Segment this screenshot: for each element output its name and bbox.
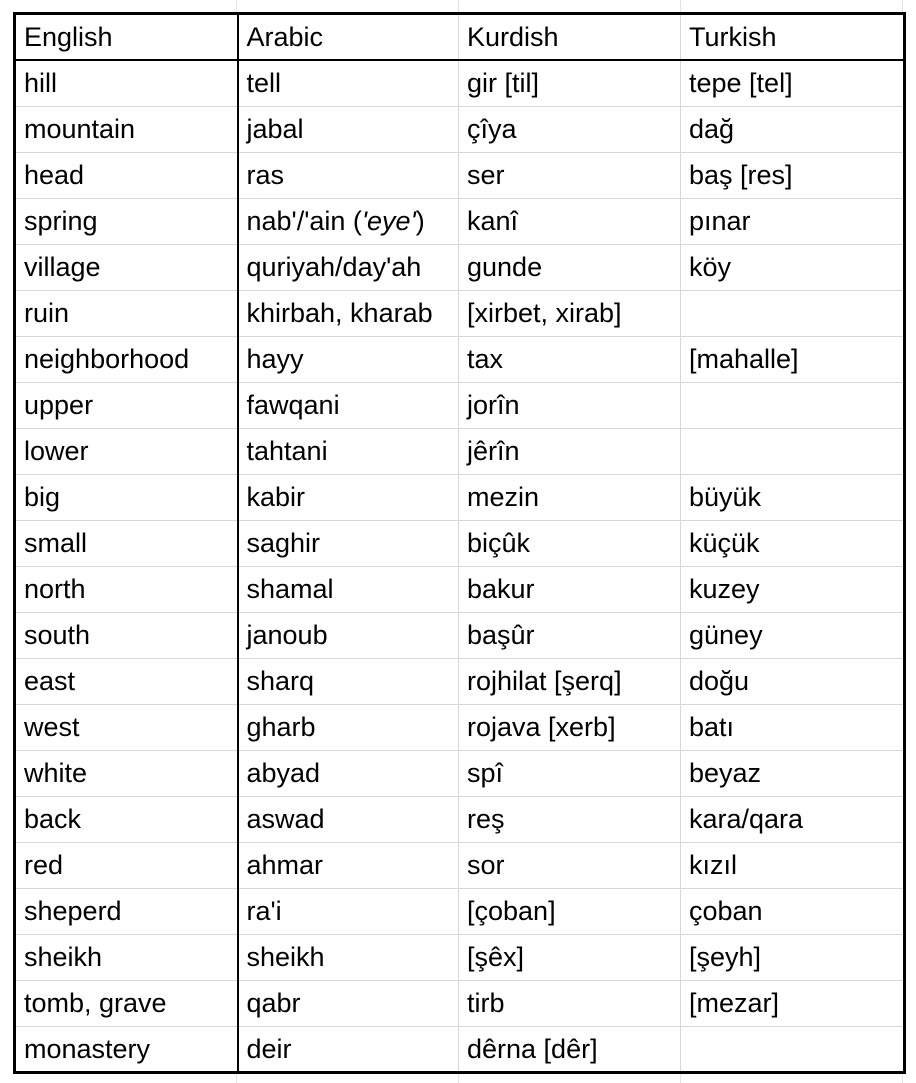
cell-arabic[interactable]: abyad [238, 751, 459, 797]
header-arabic[interactable]: Arabic [238, 14, 459, 61]
cell-turkish[interactable]: dağ [681, 107, 905, 153]
cell-arabic[interactable]: shamal [238, 567, 459, 613]
table-row [15, 567, 905, 613]
cell-turkish[interactable] [681, 383, 905, 429]
cell-english[interactable]: back [15, 797, 238, 843]
cell-turkish[interactable]: doğu [681, 659, 905, 705]
cell-arabic[interactable] [238, 199, 459, 245]
table-row [15, 705, 905, 751]
cell-turkish[interactable]: kuzey [681, 567, 905, 613]
cell-arabic[interactable]: tell [238, 60, 459, 107]
cell-kurdish[interactable]: [şêx] [459, 935, 681, 981]
cell-english[interactable]: neighborhood [15, 337, 238, 383]
cell-english[interactable]: lower [15, 429, 238, 475]
cell-kurdish[interactable]: [çoban] [459, 889, 681, 935]
cell-english[interactable]: white [15, 751, 238, 797]
cell-turkish[interactable] [681, 429, 905, 475]
cell-kurdish[interactable]: ser [459, 153, 681, 199]
cell-turkish[interactable]: beyaz [681, 751, 905, 797]
table-row [15, 843, 905, 889]
cell-arabic[interactable]: qabr [238, 981, 459, 1027]
header-kurdish[interactable]: Kurdish [459, 14, 681, 61]
header-turkish[interactable]: Turkish [681, 14, 905, 61]
cell-arabic[interactable]: deir [238, 1027, 459, 1073]
cell-english[interactable]: hill [15, 60, 238, 107]
table-row [15, 245, 905, 291]
header-row [15, 14, 905, 61]
cell-kurdish[interactable]: jêrîn [459, 429, 681, 475]
cell-arabic[interactable]: ras [238, 153, 459, 199]
cell-turkish[interactable]: [mezar] [681, 981, 905, 1027]
table-row [15, 659, 905, 705]
table-row [15, 751, 905, 797]
cell-english[interactable]: small [15, 521, 238, 567]
cell-kurdish[interactable]: gir [til] [459, 60, 681, 107]
cell-turkish[interactable]: köy [681, 245, 905, 291]
cell-english[interactable]: tomb, grave [15, 981, 238, 1027]
cell-arabic[interactable]: sheikh [238, 935, 459, 981]
cell-arabic[interactable]: sharq [238, 659, 459, 705]
cell-english[interactable]: north [15, 567, 238, 613]
cell-english[interactable]: big [15, 475, 238, 521]
vocabulary-table [13, 12, 906, 1074]
cell-kurdish[interactable]: tax [459, 337, 681, 383]
cell-turkish[interactable] [681, 291, 905, 337]
cell-turkish[interactable]: küçük [681, 521, 905, 567]
table-row [15, 521, 905, 567]
cell-turkish[interactable]: [mahalle] [681, 337, 905, 383]
cell-english[interactable]: east [15, 659, 238, 705]
cell-kurdish[interactable]: mezin [459, 475, 681, 521]
cell-kurdish[interactable]: biçûk [459, 521, 681, 567]
cell-arabic[interactable]: janoub [238, 613, 459, 659]
cell-turkish[interactable] [681, 1027, 905, 1073]
cell-kurdish[interactable]: spî [459, 751, 681, 797]
cell-arabic[interactable]: hayy [238, 337, 459, 383]
table-row [15, 199, 905, 245]
header-english[interactable]: English [15, 14, 238, 61]
table-row [15, 383, 905, 429]
cell-kurdish[interactable]: rojhilat [şerq] [459, 659, 681, 705]
cell-english[interactable]: monastery [24, 1033, 151, 1064]
cell-english[interactable]: village [15, 245, 238, 291]
table-row [15, 889, 905, 935]
cell-turkish[interactable]: pınar [681, 199, 905, 245]
cell-kurdish[interactable]: dêrna [dêr] [459, 1027, 681, 1073]
cell-text: ) [415, 206, 425, 236]
cell-turkish[interactable]: batı [681, 705, 905, 751]
cell-arabic[interactable]: tahtani [238, 429, 459, 475]
cell-text: nab'/'ain ( [246, 206, 362, 236]
cell-english[interactable]: sheikh [15, 935, 238, 981]
cell-kurdish[interactable]: rojava [xerb] [459, 705, 681, 751]
cell-turkish[interactable]: kızıl [681, 843, 905, 889]
cell-arabic[interactable]: ahmar [238, 843, 459, 889]
table-row [15, 1027, 905, 1073]
cell-english[interactable]: ruin [15, 291, 238, 337]
table-row [15, 429, 905, 475]
cell-kurdish[interactable]: kanî [459, 199, 681, 245]
table-row [15, 475, 905, 521]
table-row [15, 153, 905, 199]
cell-english[interactable]: sheperd [15, 889, 238, 935]
cell-english[interactable]: head [15, 153, 238, 199]
table-row [15, 797, 905, 843]
cell-english[interactable]: red [15, 843, 238, 889]
table-row [15, 60, 905, 107]
table-row [15, 291, 905, 337]
cell-kurdish[interactable]: jorîn [459, 383, 681, 429]
table-body [15, 60, 905, 1073]
cell-kurdish[interactable]: başûr [459, 613, 681, 659]
cell-turkish[interactable]: [şeyh] [681, 935, 905, 981]
table-row [15, 935, 905, 981]
cell-kurdish[interactable]: bakur [459, 567, 681, 613]
cell-kurdish[interactable]: gunde [459, 245, 681, 291]
cell-arabic[interactable]: ra'i [238, 889, 459, 935]
cell-kurdish[interactable]: reş [459, 797, 681, 843]
cell-arabic[interactable]: saghir [238, 521, 459, 567]
cell-arabic[interactable]: aswad [238, 797, 459, 843]
cell-arabic[interactable]: quriyah/day'ah [238, 245, 459, 291]
cell-text-italic: 'eye' [361, 206, 416, 236]
cell-arabic[interactable]: khirbah, kharab [238, 291, 459, 337]
cell-turkish[interactable]: tepe [tel] [681, 60, 905, 107]
cell-english[interactable]: mountain [15, 107, 238, 153]
cell-kurdish[interactable]: tirb [459, 981, 681, 1027]
cell-turkish[interactable]: baş [res] [681, 153, 905, 199]
cell-arabic[interactable]: gharb [238, 705, 459, 751]
cell-english[interactable]: west [15, 705, 238, 751]
cell-english[interactable]: south [15, 613, 238, 659]
table-row [15, 981, 905, 1027]
table-row [15, 107, 905, 153]
cell-turkish[interactable]: kara/qara [681, 797, 905, 843]
cell-kurdish[interactable]: [xirbet, xirab] [459, 291, 681, 337]
cell-turkish[interactable]: büyük [681, 475, 905, 521]
cell-turkish[interactable]: çoban [681, 889, 905, 935]
cell-english[interactable]: upper [15, 383, 238, 429]
cell-english[interactable]: spring [15, 199, 238, 245]
cell-arabic[interactable]: fawqani [238, 383, 459, 429]
table-row [15, 337, 905, 383]
cell-arabic[interactable]: jabal [238, 107, 459, 153]
cell-turkish[interactable]: güney [681, 613, 905, 659]
cell-kurdish[interactable]: sor [459, 843, 681, 889]
cell-kurdish[interactable]: çîya [459, 107, 681, 153]
cell-arabic[interactable]: kabir [238, 475, 459, 521]
table-row [15, 613, 905, 659]
